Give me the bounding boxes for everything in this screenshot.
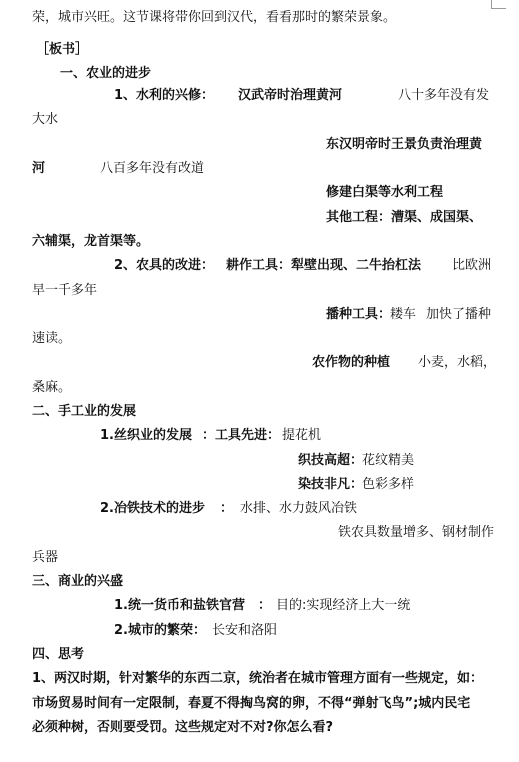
iron-sep: ： bbox=[220, 501, 234, 516]
water-baiqu: 修建白渠等水利工程 bbox=[326, 185, 444, 200]
silk-weave-value: 花纹精美 bbox=[362, 453, 415, 468]
tools-sow-cont: 速读。 bbox=[32, 331, 72, 346]
water-title: 1、水利的兴修： bbox=[114, 88, 215, 103]
tools-farm: 耕作工具：犁壁出现、二牛抬杠法 bbox=[226, 258, 422, 273]
page-margin-mark bbox=[491, 0, 506, 9]
question-line3: 必须种树，否则要受罚。这些规定对不对?你怎么看? bbox=[32, 720, 334, 735]
currency-value: 目的:实现经济上大一统 bbox=[276, 598, 411, 613]
water-mingdi-note: 八百多年没有改道 bbox=[100, 161, 205, 176]
section2-heading: 二、手工业的发展 bbox=[32, 404, 137, 419]
question-line2: 市场贸易时间有一定限制，春夏不得掏鸟窝的卵，不得“弹射飞鸟”;城内民宅 bbox=[32, 696, 471, 711]
tools-farm-cont: 早一千多年 bbox=[32, 283, 98, 298]
water-other-cont: 六辅渠，龙首渠等。 bbox=[32, 234, 150, 249]
tools-title: 2、农具的改进： bbox=[114, 258, 215, 273]
silk-dye-value: 色彩多样 bbox=[362, 477, 415, 492]
water-other: 其他工程：漕渠、成国渠、 bbox=[326, 210, 483, 225]
tools-sow-tool: 耧车 bbox=[390, 307, 417, 322]
tools-crops-cont: 桑麻。 bbox=[32, 380, 72, 395]
water-mingdi-cont: 河 bbox=[32, 161, 46, 176]
section3-heading: 三、商业的兴盛 bbox=[32, 574, 124, 589]
section1-heading: 一、农业的进步 bbox=[60, 66, 152, 81]
iron-title: 2.冶铁技术的进步 bbox=[100, 501, 205, 516]
water-wudi: 汉武帝时治理黄河 bbox=[238, 88, 343, 103]
iron-value: 水排、水力鼓风冶铁 bbox=[240, 501, 358, 516]
silk-tools-label: ：工具先进： bbox=[202, 428, 281, 443]
silk-weave-label: 织技高超： bbox=[298, 453, 364, 468]
silk-dye-label: 染技非凡： bbox=[298, 477, 364, 492]
city-title: 2.城市的繁荣： bbox=[114, 623, 206, 638]
question-line1: 1、两汉时期，针对繁华的东西二京，统治者在城市管理方面有一些规定，如： bbox=[32, 671, 484, 686]
tools-crops: 农作物的种植 bbox=[312, 355, 391, 370]
water-wudi-note: 八十多年没有发 bbox=[398, 88, 490, 103]
iron-note: 铁农具数量增多、钢材制作 bbox=[338, 525, 495, 540]
currency-sep: ： bbox=[258, 598, 272, 613]
board-label: ［板书］ bbox=[36, 42, 89, 57]
tools-farm-note: 比欧洲 bbox=[452, 258, 492, 273]
tools-sow-note: 加快了播种 bbox=[426, 307, 492, 322]
section4-heading: 四、思考 bbox=[32, 647, 85, 662]
intro-text: 荣，城市兴旺。这节课将带你回到汉代，看看那时的繁荣景象。 bbox=[32, 10, 397, 25]
tools-sow: 播种工具： bbox=[326, 307, 392, 322]
water-mingdi: 东汉明帝时王景负责治理黄 bbox=[326, 137, 483, 152]
iron-note-cont: 兵器 bbox=[32, 550, 59, 565]
city-value: 长安和洛阳 bbox=[212, 623, 278, 638]
tools-crops-note: 小麦，水稻， bbox=[418, 355, 497, 370]
silk-title: 1.丝织业的发展 bbox=[100, 428, 192, 443]
currency-title: 1.统一货币和盐铁官营 bbox=[114, 598, 245, 613]
silk-tools-value: 提花机 bbox=[282, 428, 322, 443]
water-wudi-cont: 大水 bbox=[32, 112, 59, 127]
